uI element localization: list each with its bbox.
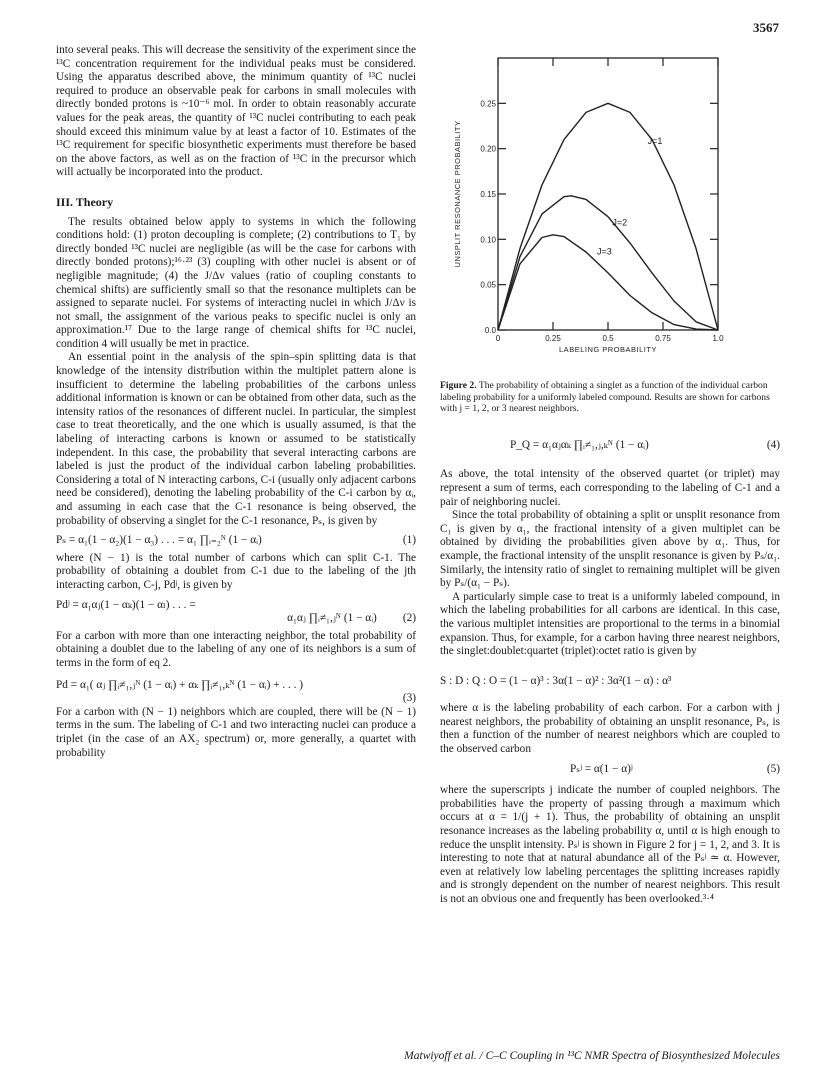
equation-3-number-row	[56, 692, 416, 706]
x-tick-label: 0.25	[545, 334, 561, 343]
y-tick-label: 0.20	[480, 144, 496, 154]
equation-2a-body: Pdʲ = α₁αⱼ(1 − αₖ)(1 − αₗ) . . . =	[56, 598, 196, 611]
equation-3	[56, 679, 416, 693]
right-paragraph-5: where the superscripts j indicate the number of coupled neighbors. The probabilities have the property of passing through a maximum which occurs at α = 1/(j + 1). Thus, the probability of obtaining an unsplit resonance increases as the labeling probability α, until α is high enough to reduce the unsplit intensity. Pₛʲ is shown in Figure 2 for j = 1, 2, and 3. It is interesting to note that at natural abundance all of the Pₛʲ ≃ α. However, even at relatively low labeling percentages the splitting increases rapidly and is strongly dependent on the number of nearest neighbors. This result is not an obvious one and frequently has been overlooked.³·⁴	[440, 784, 780, 905]
equation-4-number: (4)	[766, 438, 780, 451]
intro-paragraph: into several peaks. This will decrease the sensitivity of the experiment since the ¹³C concentration requirement for the individual peaks must be considered. Using the apparatus described above, the minimum quantity of ¹³C nuclei required to produce an observable peak for carbons in small molecules with directly bonded protons is ~10⁻⁶ mol. In order to obtain reasonably accurate values for the peak areas, the quantity of ¹³C nuclei contributing to each peak should exceed this minimum value by at least a factor of 10. Estimates of the ¹³C requirement for specific biosynthetic experiments must therefore be based on the above factors, as well as on the fraction of ¹³C in the precursor which will actually be incorporated into the product.	[56, 44, 416, 179]
y-tick-label: 0.05	[480, 280, 496, 290]
right-paragraph-1: As above, the total intensity of the observed quartet (or triplet) may represent a sum of terms, each corresponding to the labeling of C-1 and a pair of neighboring nuclei.	[440, 468, 780, 508]
right-paragraph-3: A particularly simple case to treat is a uniformly labeled compound, in which the labeling probabilities for all carbons are identical. In this case, the various multiplet intensities are proportional to the terms in a binomial expansion. Thus, for example, for a carbon having three nearest neighbors, the singlet:doublet:quartet (triplet):octet ratio is given by	[440, 590, 780, 658]
equation-1-body: Pₛ = α₁(1 − α₂)(1 − α₃) . . . = α₁ ∏ᵢ₌₂ᴺ (1 − αᵢ)	[56, 534, 262, 547]
right-column	[440, 380, 780, 907]
section-heading: III. Theory	[56, 194, 114, 209]
x-tick-label: 0	[495, 334, 501, 343]
equation-1-number: (1)	[402, 534, 416, 547]
left-column	[56, 44, 416, 760]
equation-5	[440, 763, 780, 777]
equation-3-body: Pd = α₁( αⱼ ∏ᵢ≠₁,ⱼᴺ (1 − αᵢ) + αₖ ∏ᵢ≠₁,ₖᴺ (1 − αᵢ) + . . . )	[56, 678, 304, 691]
x-tick-label: 0.75	[655, 334, 671, 343]
figure-caption-text: The probability of obtaining a singlet as a function of the individual carbon labeling probability for a uniformly labeled compound. Results are shown for carbons with j = 1, 2, or 3 nearest neighbors.	[440, 380, 770, 415]
figure-2-chart	[440, 44, 780, 374]
chart-svg	[440, 44, 780, 374]
equation-2a	[56, 599, 416, 613]
y-tick-label: 0.15	[480, 190, 496, 199]
y-tick-label: 0.0	[484, 326, 496, 335]
equation-5-number: (5)	[766, 762, 780, 775]
series-label-j-3: J=3	[597, 246, 612, 257]
page-number: 3567	[753, 20, 779, 35]
y-axis-label: UNSPLIT RESONANCE PROBABILITY	[453, 120, 462, 268]
figure-caption	[440, 380, 780, 415]
equation-3-number: (3)	[402, 692, 416, 705]
y-tick-label: 0.25	[480, 99, 496, 109]
equation-ratio-body: S : D : Q : O = (1 − α)³ : 3α(1 − α)² : 3α²(1 − α) : α³	[440, 674, 672, 687]
plot-frame	[498, 58, 718, 330]
right-paragraph-2: Since the total probability of obtaining a split or unsplit resonance from C₁ is given by α₁, the fractional intensity of a given multiplet can be obtained by dividing the probabilities given above by α₁. Thus, for example, the fractional intensity of the unsplit resonance is given by Pₛ/α₁. Similarly, the intensity ratio of singlet to remaining multiplet will be given by Pₛ/(α₁ − Pₛ).	[440, 509, 780, 590]
paragraph-after-eq3: For a carbon with (N − 1) neighbors which are coupled, there will be (N − 1) terms in the sum. The labeling of C-1 and two interacting nuclei can produce a triplet (in the case of an AX₂ spectrum) or, more generally, a quartet with probability	[56, 705, 416, 759]
x-tick-label: 0.5	[602, 334, 614, 343]
x-tick-label: 1.0	[712, 334, 724, 343]
series-label-j-1: J=1	[647, 136, 663, 147]
equation-5-body: Pₛʲ = α(1 − α)ʲ	[570, 762, 633, 775]
equation-1	[56, 534, 416, 548]
equation-2b-body: α₁αⱼ ∏ᵢ≠₁,ⱼᴺ (1 − αᵢ)	[287, 612, 377, 625]
paragraph-after-eq1: where (N − 1) is the total number of carbons which can split C-1. The probability of obtaining a doublet from C-1 due to the labeling of the jth interacting carbon, C-j, Pdʲ, is given by	[56, 551, 416, 591]
paragraph-after-eq2: For a carbon with more than one interacting neighbor, the total probability of obtaining a doublet due to the labeling of any one of its neighbors is a sum of terms in the form of eq 2.	[56, 629, 416, 669]
equation-4-body: P_Q = α₁αⱼαₖ ∏ᵢ≠₁,ⱼ,ₖᴺ (1 − αᵢ)	[510, 438, 649, 451]
theory-paragraph-2: An essential point in the analysis of the spin–spin splitting data is that knowledge of the intensity distribution within the multiplet pattern alone is insufficient to determine the labeling probabilities of the carbons unless additional information is known or can be obtained from other data, such as the intensity ratios of the resonances of different nuclei. In particular, the simplest case to treat theoretically, and the one which is usually assumed, is that the labeling of interacting carbons is known or assumed to be statistically independent. In this case, the probability that several interacting carbons are labeled is just the product of the individual carbon labeling probabilities. Considering a total of N interacting carbons, C-i (usually only adjacent carbons need be considered), denoting the labeling probability of the C-i carbon by αᵢ, and assuming in each case that the C-1 resonance is being observed, the probability of observing a singlet for the C-1 resonance, Pₛ, is given by	[56, 351, 416, 527]
figure-caption-label: Figure 2.	[440, 380, 477, 391]
series-label-j-2: J=2	[612, 217, 628, 228]
equation-2-number: (2)	[402, 612, 416, 625]
x-axis-label: LABELING PROBABILITY	[559, 345, 657, 354]
right-paragraph-4: where α is the labeling probability of each carbon. For a carbon with j nearest neighbors, the probability of obtaining an unsplit resonance, Pₛ, is then a function of the number of nearest neighbors which are coupled to the observed carbon	[440, 702, 780, 756]
theory-paragraph-1: The results obtained below apply to systems in which the following conditions hold: (1) proton decoupling is complete; (2) contributions to T₁ by directly bonded ¹³C nuclei are negligible (as will be the case for carbons with directly bonded protons);¹⁶·²³ (3) coupling with other nuclei is absent or of negligible magnitude; (4) the J/Δν values (ratio of coupling constants to chemical shifts) are sufficiently small so that the resonance multiplets can be assigned to separate nuclei. For systems of interacting nuclei in which J/Δν is not small, the assignment of the various peaks to specific nuclei is only an approximation.¹⁷ Due to the large range of chemical shifts for ¹³C nuclei, condition 4 will usually be met in practice.	[56, 215, 416, 350]
y-tick-label: 0.10	[480, 235, 496, 245]
equation-4	[440, 439, 780, 453]
running-footer: Matwiyoff et al. / C–C Coupling in ¹³C NMR Spectra of Biosynthesized Molecules	[404, 1050, 780, 1062]
equation-ratio	[440, 675, 780, 689]
equation-2b	[56, 612, 416, 626]
